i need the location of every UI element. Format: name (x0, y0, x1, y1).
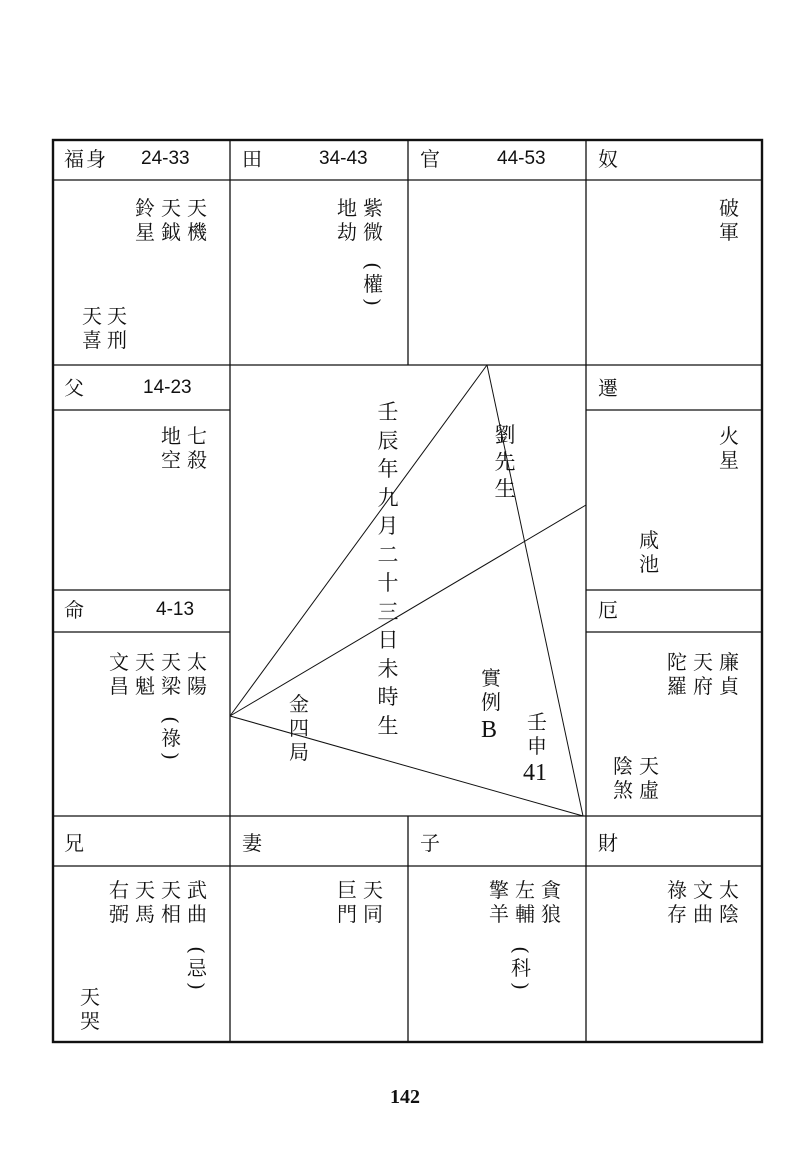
palace-name-parent: 父 (64, 376, 84, 400)
transformation-marker: ( 忌 ) (185, 946, 209, 990)
star: 天機 (187, 196, 207, 244)
palace-name-tian: 田 (242, 147, 262, 171)
palace-range-ming: 4-13 (156, 599, 195, 620)
star: 文昌 (109, 650, 129, 698)
minor-star: 天喜 (82, 304, 102, 352)
star: 武曲 (187, 878, 207, 926)
example-label: 實例 (481, 666, 501, 714)
star: 破軍 (719, 196, 739, 244)
palace-name-cai: 財 (598, 831, 618, 855)
minor-star: 咸池 (639, 528, 659, 576)
page-number: 142 (390, 1086, 420, 1108)
star: 陀羅 (667, 650, 687, 698)
palace-name-zi: 子 (420, 831, 440, 855)
person-name: 劉先生 (494, 423, 516, 501)
minor-star: 天哭 (80, 985, 100, 1033)
transformation-marker: ( 科 ) (509, 946, 533, 990)
star: 天府 (693, 650, 713, 698)
palace-range-tian: 34-43 (319, 148, 368, 169)
star: 天相 (161, 878, 181, 926)
star: 鈴星 (135, 196, 155, 244)
star: 右弼 (109, 878, 129, 926)
minor-star: 天虛 (639, 754, 659, 802)
minor-star: 陰煞 (613, 754, 633, 802)
star: 七殺 (187, 424, 207, 472)
star: 巨門 (337, 878, 357, 926)
star: 左輔 (515, 878, 535, 926)
star: 天馬 (135, 878, 155, 926)
star: 天魁 (135, 650, 155, 698)
five-element-bureau: 金四局 (289, 692, 309, 764)
star: 紫微 (363, 196, 383, 244)
star: 文曲 (693, 878, 713, 926)
palace-name-qi: 妻 (242, 831, 262, 855)
palace-name-xiong: 兄 (64, 831, 84, 855)
transformation-marker: ( 權 ) (361, 262, 385, 306)
palace-name-qian: 遷 (598, 376, 618, 400)
star: 廉貞 (719, 650, 739, 698)
current-age: 41 (523, 760, 547, 786)
star: 太陰 (719, 878, 739, 926)
star: 貪狼 (541, 878, 561, 926)
palace-name-ji: 厄 (598, 598, 618, 622)
palace-name-ming: 命 (64, 598, 84, 622)
star: 天鉞 (161, 196, 181, 244)
transformation-marker: ( 祿 ) (159, 716, 183, 760)
star: 天梁 (161, 650, 181, 698)
palace-range-parent: 14-23 (143, 377, 192, 398)
current-year: 壬申 (527, 710, 547, 758)
star: 地空 (161, 424, 181, 472)
palace-range-fu: 24-33 (141, 148, 190, 169)
example-letter: B (481, 717, 498, 743)
palace-name-fu: 福身 (64, 147, 108, 171)
star: 地劫 (337, 196, 357, 244)
palace-range-guan: 44-53 (497, 148, 546, 169)
star: 太陽 (187, 650, 207, 698)
star: 火星 (719, 424, 739, 472)
palace-name-nu: 奴 (598, 147, 618, 171)
star: 天同 (363, 878, 383, 926)
star: 擎羊 (489, 878, 509, 926)
star: 祿存 (667, 878, 687, 926)
palace-name-guan: 官 (420, 147, 440, 171)
birth-date: 壬辰年九月二十三日未時生 (377, 400, 399, 738)
minor-star: 天刑 (107, 304, 127, 352)
